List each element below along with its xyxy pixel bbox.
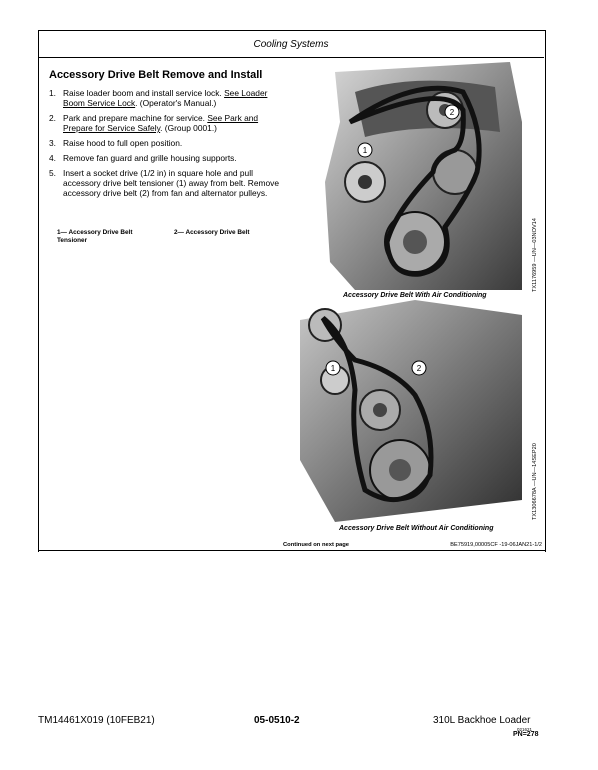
legend-item-1: 1— Accessory Drive Belt Tensioner [57, 229, 133, 244]
footer-pn: PN=278 [513, 731, 539, 738]
frame-bottom-rule [38, 550, 545, 551]
step: 2. Park and prepare machine for service. See Park and Prepare for Service Safely. (Group 0001.) [49, 113, 259, 133]
footer-model: 310L Backhoe Loader [433, 715, 531, 726]
footer-manual-id: TM14461X019 (10FEB21) [38, 715, 155, 726]
legend-item-2: 2— Accessory Drive Belt [174, 229, 250, 236]
footer-date-code: 021621 [517, 727, 533, 732]
step: 5. Insert a socket drive (1/2 in) in square hole and pull accessory drive belt tensioner (1) away from belt. Remove accessory drive belt (2) from fan and alternator pulleys. [49, 168, 279, 198]
reference-id: BE75919,00005CF -19-06JAN21-1/2 [450, 542, 542, 548]
figure-1-caption: Accessory Drive Belt With Air Conditioning [343, 292, 487, 299]
engine-figure-without-ac [295, 300, 522, 522]
steps-list [49, 88, 289, 203]
step-link[interactable]: See Loader Boom Service Lock [63, 88, 268, 108]
step: 4. Remove fan guard and grille housing supports. [49, 153, 237, 163]
section-header: Cooling Systems [38, 30, 544, 58]
engine-figure-with-ac [295, 62, 522, 290]
callout-2: 2 [416, 364, 422, 373]
procedure-title: Accessory Drive Belt Remove and Install [49, 69, 263, 81]
callout-1: 1 [362, 146, 368, 155]
callout-1: 1 [330, 364, 336, 373]
figure-2-caption: Accessory Drive Belt Without Air Conditioning [339, 525, 494, 532]
footer-page-number: 05-0510-2 [254, 715, 300, 726]
continued-note: Continued on next page [283, 542, 350, 548]
figure-1-id: TX1176959 —UN—03NOV14 [532, 218, 538, 292]
figure-2-id: TX1306678A —UN—14SEP20 [532, 443, 538, 520]
step: 1. Raise loader boom and install service lock. See Loader Boom Service Lock. (Operator's Manual.) [49, 88, 268, 108]
callout-2: 2 [449, 108, 455, 117]
step: 3. Raise hood to full open position. [49, 138, 183, 148]
step-link[interactable]: See Park and Prepare for Service Safely [63, 113, 259, 133]
